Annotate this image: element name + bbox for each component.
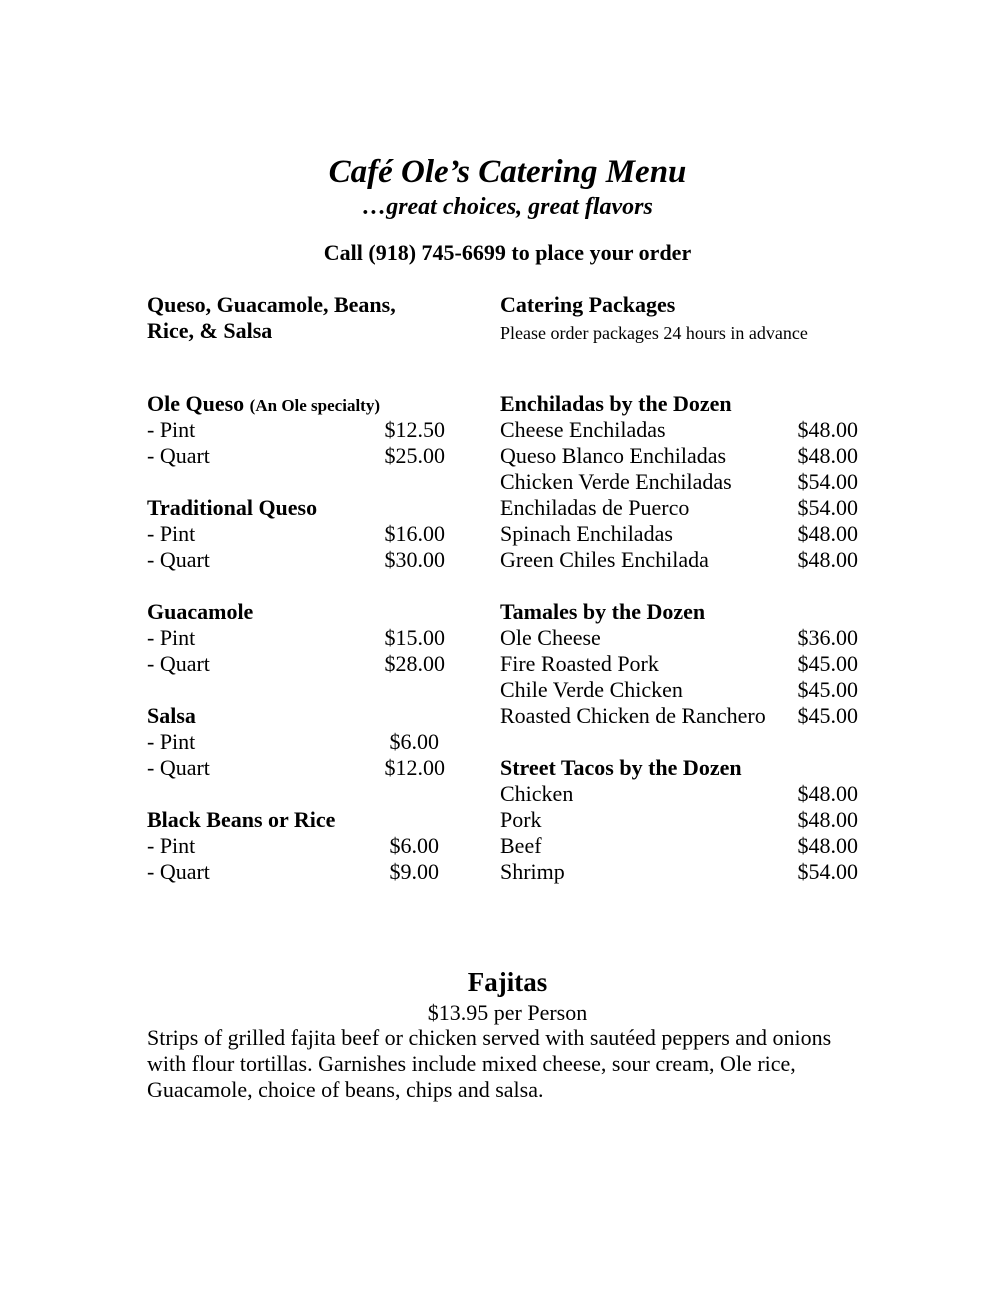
menu-item-label: - Pint bbox=[147, 833, 196, 858]
menu-item-price: $48.00 bbox=[797, 781, 858, 806]
menu-item-price: $54.00 bbox=[797, 859, 858, 884]
section-heading-tamales: Tamales by the Dozen bbox=[500, 599, 706, 624]
section-heading-street-tacos: Street Tacos by the Dozen bbox=[500, 755, 742, 780]
menu-item-price: $54.00 bbox=[797, 469, 858, 494]
menu-item-label: - Quart bbox=[147, 651, 210, 676]
menu-item-label: Chicken Verde Enchiladas bbox=[500, 469, 732, 494]
fajitas-description: Strips of grilled fajita beef or chicken served with sautéed peppers and onions with flour tortillas. Garnishes include mixed cheese, sour cream, Ole rice, Guacamole, choice of beans, chips and salsa. bbox=[147, 1025, 832, 1102]
menu-item-label: Enchiladas de Puerco bbox=[500, 495, 690, 520]
menu-item-label: Roasted Chicken de Ranchero bbox=[500, 703, 766, 728]
catering-packages-note: Please order packages 24 hours in advance bbox=[500, 323, 808, 343]
menu-item-price: $45.00 bbox=[797, 703, 858, 728]
menu-item-price: $48.00 bbox=[797, 521, 858, 546]
menu-item-price: $36.00 bbox=[797, 625, 858, 650]
menu-item-label: Beef bbox=[500, 833, 542, 858]
fajitas-price: $13.95 per Person bbox=[427, 1000, 588, 1025]
menu-item-price: $12.00 bbox=[384, 755, 445, 780]
menu-item-label: Queso Blanco Enchiladas bbox=[500, 443, 727, 468]
menu-item-price: $25.00 bbox=[384, 443, 445, 468]
menu-title: Café Ole’s Catering Menu bbox=[328, 154, 687, 190]
menu-item-label: Fire Roasted Pork bbox=[500, 651, 659, 676]
menu-item-price: $16.00 bbox=[384, 521, 445, 546]
menu-item-label: - Quart bbox=[147, 443, 210, 468]
left-heading-line1: Queso, Guacamole, Beans, bbox=[147, 292, 396, 317]
order-phone-line: Call (918) 745-6699 to place your order bbox=[323, 240, 692, 265]
menu-item-label: - Pint bbox=[147, 729, 196, 754]
section-name: Ole Queso bbox=[147, 391, 245, 416]
section-heading-salsa: Salsa bbox=[147, 703, 196, 728]
menu-item-price: $15.00 bbox=[384, 625, 445, 650]
menu-item-price: $54.00 bbox=[797, 495, 858, 520]
menu-item-price: $12.50 bbox=[384, 417, 445, 442]
menu-item-price: $48.00 bbox=[797, 417, 858, 442]
menu-item-price: $6.00 bbox=[389, 833, 439, 858]
menu-item-price: $30.00 bbox=[384, 547, 445, 572]
menu-item-label: - Pint bbox=[147, 625, 196, 650]
menu-item-price: $48.00 bbox=[797, 807, 858, 832]
section-heading-ole-queso bbox=[147, 391, 380, 419]
menu-item-label: Chicken bbox=[500, 781, 574, 806]
menu-item-price: $6.00 bbox=[389, 729, 439, 754]
left-heading-line2: Rice, & Salsa bbox=[147, 318, 273, 343]
menu-item-label: Chile Verde Chicken bbox=[500, 677, 683, 702]
menu-item-label: - Quart bbox=[147, 859, 210, 884]
menu-item-label: Shrimp bbox=[500, 859, 565, 884]
menu-item-price: $48.00 bbox=[797, 443, 858, 468]
menu-tagline: …great choices, great flavors bbox=[362, 194, 653, 220]
menu-item-price: $48.00 bbox=[797, 833, 858, 858]
menu-item-price: $28.00 bbox=[384, 651, 445, 676]
section-note: (An Ole specialty) bbox=[249, 396, 380, 415]
menu-item-label: Green Chiles Enchilada bbox=[500, 547, 709, 572]
menu-item-label: Cheese Enchiladas bbox=[500, 417, 666, 442]
section-heading-guacamole: Guacamole bbox=[147, 599, 254, 624]
menu-item-label: Spinach Enchiladas bbox=[500, 521, 673, 546]
section-heading-traditional-queso: Traditional Queso bbox=[147, 495, 318, 520]
menu-item-label: - Quart bbox=[147, 755, 210, 780]
menu-item-label: Ole Cheese bbox=[500, 625, 601, 650]
menu-item-label: - Pint bbox=[147, 417, 196, 442]
fajitas-title: Fajitas bbox=[467, 967, 548, 997]
menu-item-label: - Pint bbox=[147, 521, 196, 546]
catering-packages-heading: Catering Packages bbox=[500, 292, 676, 317]
menu-item-label: - Quart bbox=[147, 547, 210, 572]
section-heading-enchiladas: Enchiladas by the Dozen bbox=[500, 391, 732, 416]
menu-item-price: $9.00 bbox=[389, 859, 439, 884]
menu-item-price: $45.00 bbox=[797, 677, 858, 702]
section-heading-black-beans-or-rice: Black Beans or Rice bbox=[147, 807, 336, 832]
menu-item-price: $45.00 bbox=[797, 651, 858, 676]
menu-item-label: Pork bbox=[500, 807, 542, 832]
menu-item-price: $48.00 bbox=[797, 547, 858, 572]
